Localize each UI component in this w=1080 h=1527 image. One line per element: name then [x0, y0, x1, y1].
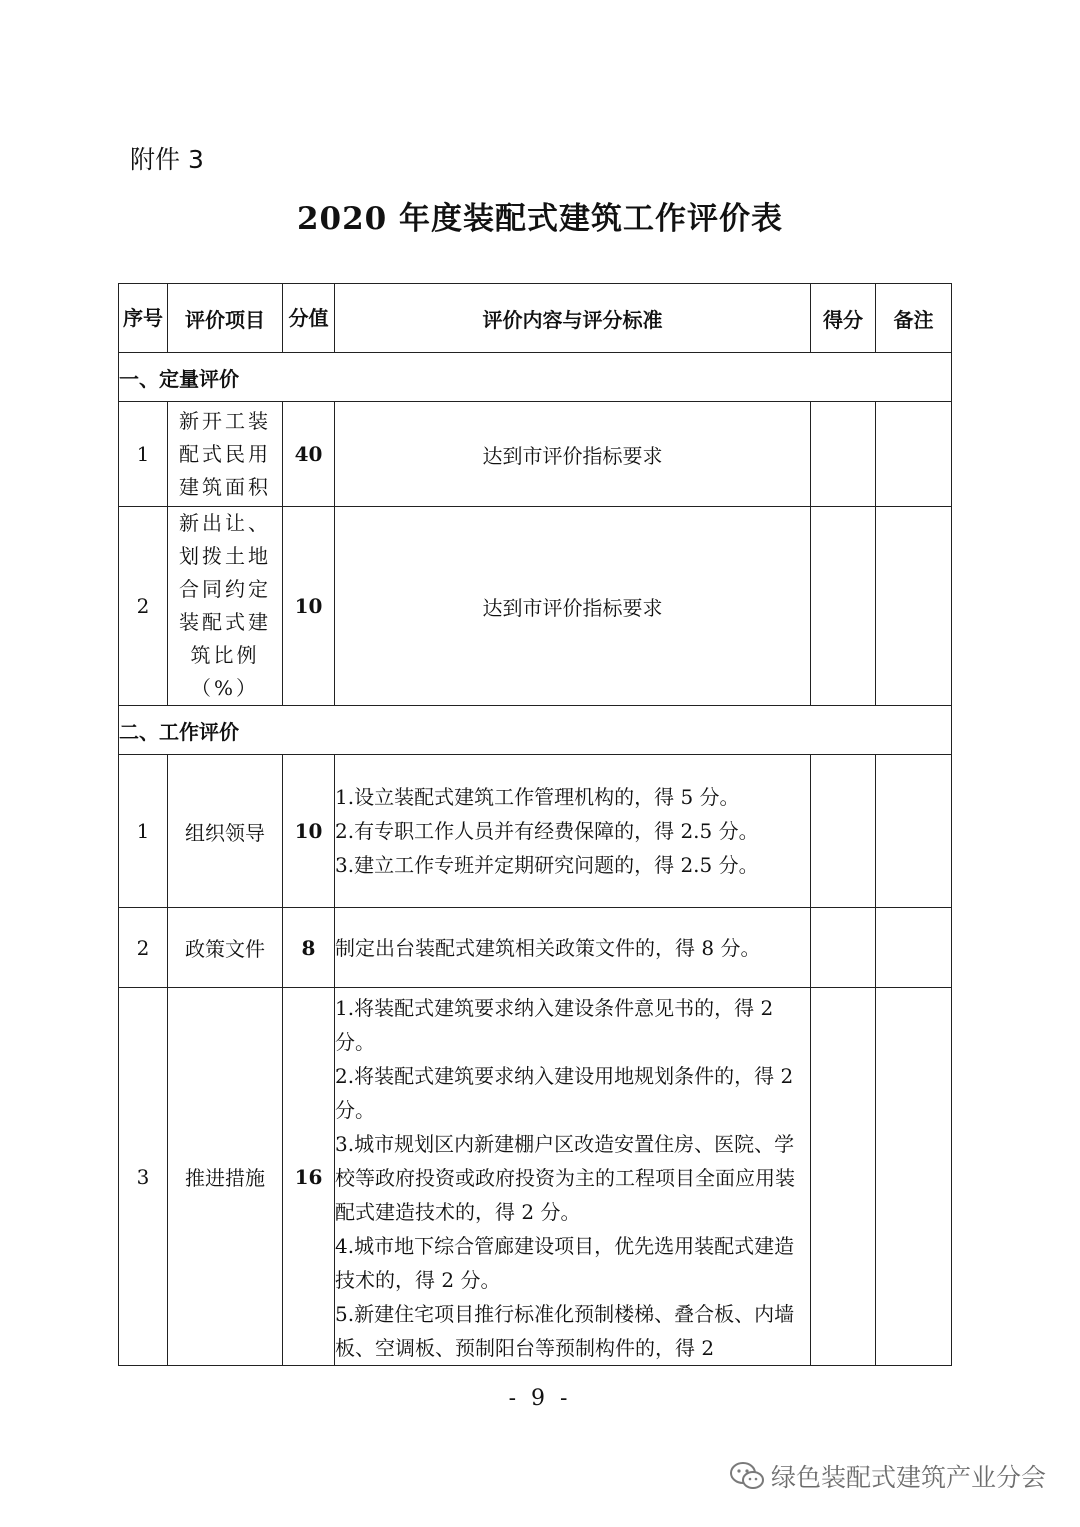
criteria-line: 3.城市规划区内新建棚户区改造安置住房、医院、学校等政府投资或政府投资为主的工程项目全面应用装配式建造技术的，得 2 分。 [335, 1131, 795, 1224]
section-row [119, 706, 952, 755]
row-got [811, 755, 876, 908]
row-got [811, 988, 876, 1366]
criteria-line: 2.有专职工作人员并有经费保障的，得 2.5 分。 [335, 819, 759, 843]
section-row [119, 353, 952, 402]
row-seq: 2 [119, 507, 168, 706]
watermark-text: 绿色装配式建筑产业分会 [770, 1463, 1046, 1492]
row-note [876, 908, 952, 988]
row-criteria [335, 908, 811, 988]
row-item: 新出让、划拨土地合同约定装配式建筑比例（%） [168, 507, 283, 706]
row-score: 10 [283, 755, 335, 908]
criteria-line: 3.建立工作专班并定期研究问题的，得 2.5 分。 [335, 853, 759, 877]
row-note [876, 755, 952, 908]
table-row [119, 507, 952, 706]
row-seq: 3 [119, 988, 168, 1366]
header-score: 分值 [283, 284, 335, 353]
row-note [876, 402, 952, 507]
row-criteria: 达到市评价指标要求 [335, 402, 811, 507]
header-criteria: 评价内容与评分标准 [335, 284, 811, 353]
row-criteria [335, 988, 811, 1366]
table-row [119, 402, 952, 507]
criteria-line: 1.将装配式建筑要求纳入建设条件意见书的，得 2 分。 [335, 995, 774, 1054]
table-header-row [119, 284, 952, 353]
row-item: 新开工装配式民用建筑面积 [168, 402, 283, 507]
criteria-line: 1.设立装配式建筑工作管理机构的，得 5 分。 [335, 785, 740, 809]
row-got [811, 908, 876, 988]
watermark [729, 1458, 1046, 1494]
attachment-label: 附件 3 [130, 145, 204, 174]
criteria-line: 2.将装配式建筑要求纳入建设用地规划条件的，得 2 分。 [335, 1063, 794, 1122]
wechat-icon [729, 1461, 765, 1491]
row-item: 组织领导 [168, 755, 283, 908]
row-score: 10 [283, 507, 335, 706]
table-row [119, 755, 952, 908]
row-note [876, 507, 952, 706]
row-seq: 2 [119, 908, 168, 988]
row-seq: 1 [119, 755, 168, 908]
evaluation-table [118, 283, 952, 1366]
row-criteria: 达到市评价指标要求 [335, 507, 811, 706]
criteria-line: 4.城市地下综合管廊建设项目，优先选用装配式建造技术的，得 2 分。 [335, 1233, 795, 1292]
section-label: 一、定量评价 [119, 353, 952, 402]
row-note [876, 988, 952, 1366]
row-item: 推进措施 [168, 988, 283, 1366]
criteria-line: 制定出台装配式建筑相关政策文件的，得 8 分。 [335, 935, 761, 960]
table-row [119, 988, 952, 1366]
criteria-line: 5.新建住宅项目推行标准化预制楼梯、叠合板、内墙板、空调板、预制阳台等预制构件的，得 2 [335, 1301, 795, 1360]
header-note: 备注 [876, 284, 952, 353]
table-row [119, 908, 952, 988]
row-got [811, 402, 876, 507]
row-seq: 1 [119, 402, 168, 507]
header-item: 评价项目 [168, 284, 283, 353]
header-got: 得分 [811, 284, 876, 353]
page-number: - 9 - [508, 1386, 572, 1411]
row-got [811, 507, 876, 706]
row-criteria [335, 755, 811, 908]
row-score: 40 [283, 402, 335, 507]
page-title: 2020 年度装配式建筑工作评价表 [296, 201, 784, 237]
header-seq [119, 284, 168, 353]
row-item: 政策文件 [168, 908, 283, 988]
section-label: 二、工作评价 [119, 706, 952, 755]
row-score: 16 [283, 988, 335, 1366]
row-score: 8 [283, 908, 335, 988]
header-seq-text: 序号 [123, 306, 163, 330]
